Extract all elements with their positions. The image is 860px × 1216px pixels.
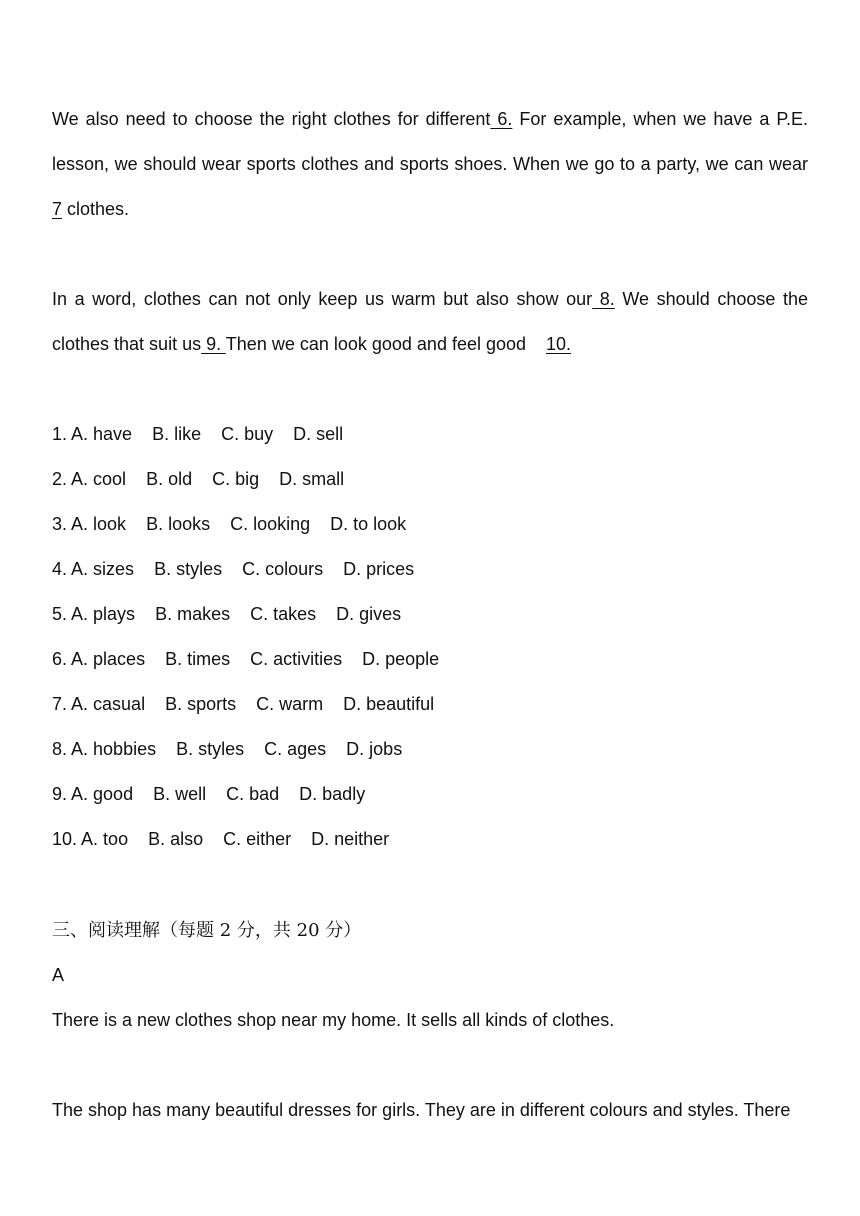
section-heading: 三、阅读理解（每题 2 分，共 20 分） <box>52 920 362 941</box>
option-c: C. buy <box>221 424 274 444</box>
option-b: B. times <box>165 649 231 669</box>
option-row <box>52 547 808 592</box>
cloze-paragraph-1 <box>52 97 808 232</box>
option-row <box>52 727 808 772</box>
question-number: 8. <box>52 739 68 759</box>
option-d: D. jobs <box>346 739 403 759</box>
option-d: D. beautiful <box>343 694 435 714</box>
option-c: C. ages <box>264 739 327 759</box>
cloze-text: For example, when we have a P.E. lesson, we should wear sports clothes and sports shoes. When we go to a party, we can wear <box>52 109 809 174</box>
option-b: B. styles <box>154 559 223 579</box>
reading-paragraph-2: The shop has many beautiful dresses for girls. They are in different colours and styles. There <box>52 1100 791 1120</box>
question-number: 2. <box>52 469 68 489</box>
option-a: A. good <box>71 784 134 804</box>
option-c: C. warm <box>256 694 324 714</box>
option-d: D. badly <box>299 784 366 804</box>
question-number: 10. <box>52 829 78 849</box>
option-c: C. activities <box>250 649 343 669</box>
blank-6: 6. <box>490 109 513 129</box>
option-d: D. small <box>279 469 345 489</box>
option-d: D. neither <box>311 829 390 849</box>
option-b: B. sports <box>165 694 237 714</box>
question-number: 1. <box>52 424 68 444</box>
cloze-text: We also need to choose the right clothes for different <box>52 109 491 129</box>
option-d: D. sell <box>293 424 344 444</box>
option-a: A. places <box>71 649 146 669</box>
option-row <box>52 502 808 547</box>
option-d: D. to look <box>330 514 407 534</box>
option-a: A. have <box>71 424 133 444</box>
question-number: 9. <box>52 784 68 804</box>
cloze-text: We should choose the clothes that suit us <box>52 289 808 354</box>
option-c: C. bad <box>226 784 280 804</box>
passage-label: A <box>52 965 65 985</box>
question-number: 6. <box>52 649 68 669</box>
option-d: D. people <box>362 649 440 669</box>
cloze-text: In a word, clothes can not only keep us warm but also show our <box>52 289 593 309</box>
option-row <box>52 682 808 727</box>
option-b: B. also <box>148 829 204 849</box>
options-list <box>52 412 808 862</box>
option-a: A. look <box>71 514 127 534</box>
option-row <box>52 457 808 502</box>
option-c: C. looking <box>230 514 311 534</box>
question-number: 3. <box>52 514 68 534</box>
option-row <box>52 772 808 817</box>
cloze-text: clothes. <box>62 199 130 219</box>
reading-paragraph-1: There is a new clothes shop near my home. It sells all kinds of clothes. <box>52 1010 615 1030</box>
option-row <box>52 637 808 682</box>
option-b: B. old <box>146 469 193 489</box>
option-c: C. big <box>212 469 260 489</box>
blank-8: 8. <box>592 289 615 309</box>
option-b: B. styles <box>176 739 245 759</box>
option-row <box>52 592 808 637</box>
option-c: C. either <box>223 829 292 849</box>
option-a: A. casual <box>71 694 146 714</box>
option-a: A. cool <box>71 469 127 489</box>
option-d: D. prices <box>343 559 415 579</box>
question-number: 7. <box>52 694 68 714</box>
option-c: C. colours <box>242 559 324 579</box>
option-a: A. plays <box>71 604 136 624</box>
option-a: A. sizes <box>71 559 135 579</box>
option-a: A. too <box>81 829 129 849</box>
blank-7: 7 <box>52 199 63 219</box>
option-d: D. gives <box>336 604 402 624</box>
option-row <box>52 817 808 862</box>
blank-10: 10. <box>546 334 572 354</box>
option-b: B. like <box>152 424 202 444</box>
cloze-paragraph-2 <box>52 277 808 367</box>
option-a: A. hobbies <box>71 739 157 759</box>
question-number: 4. <box>52 559 68 579</box>
cloze-text: Then we can look good and feel good <box>225 334 547 354</box>
question-number: 5. <box>52 604 68 624</box>
option-b: B. looks <box>146 514 211 534</box>
option-b: B. well <box>153 784 207 804</box>
option-row <box>52 412 808 457</box>
blank-9: 9. <box>201 334 226 354</box>
option-b: B. makes <box>155 604 231 624</box>
option-c: C. takes <box>250 604 317 624</box>
